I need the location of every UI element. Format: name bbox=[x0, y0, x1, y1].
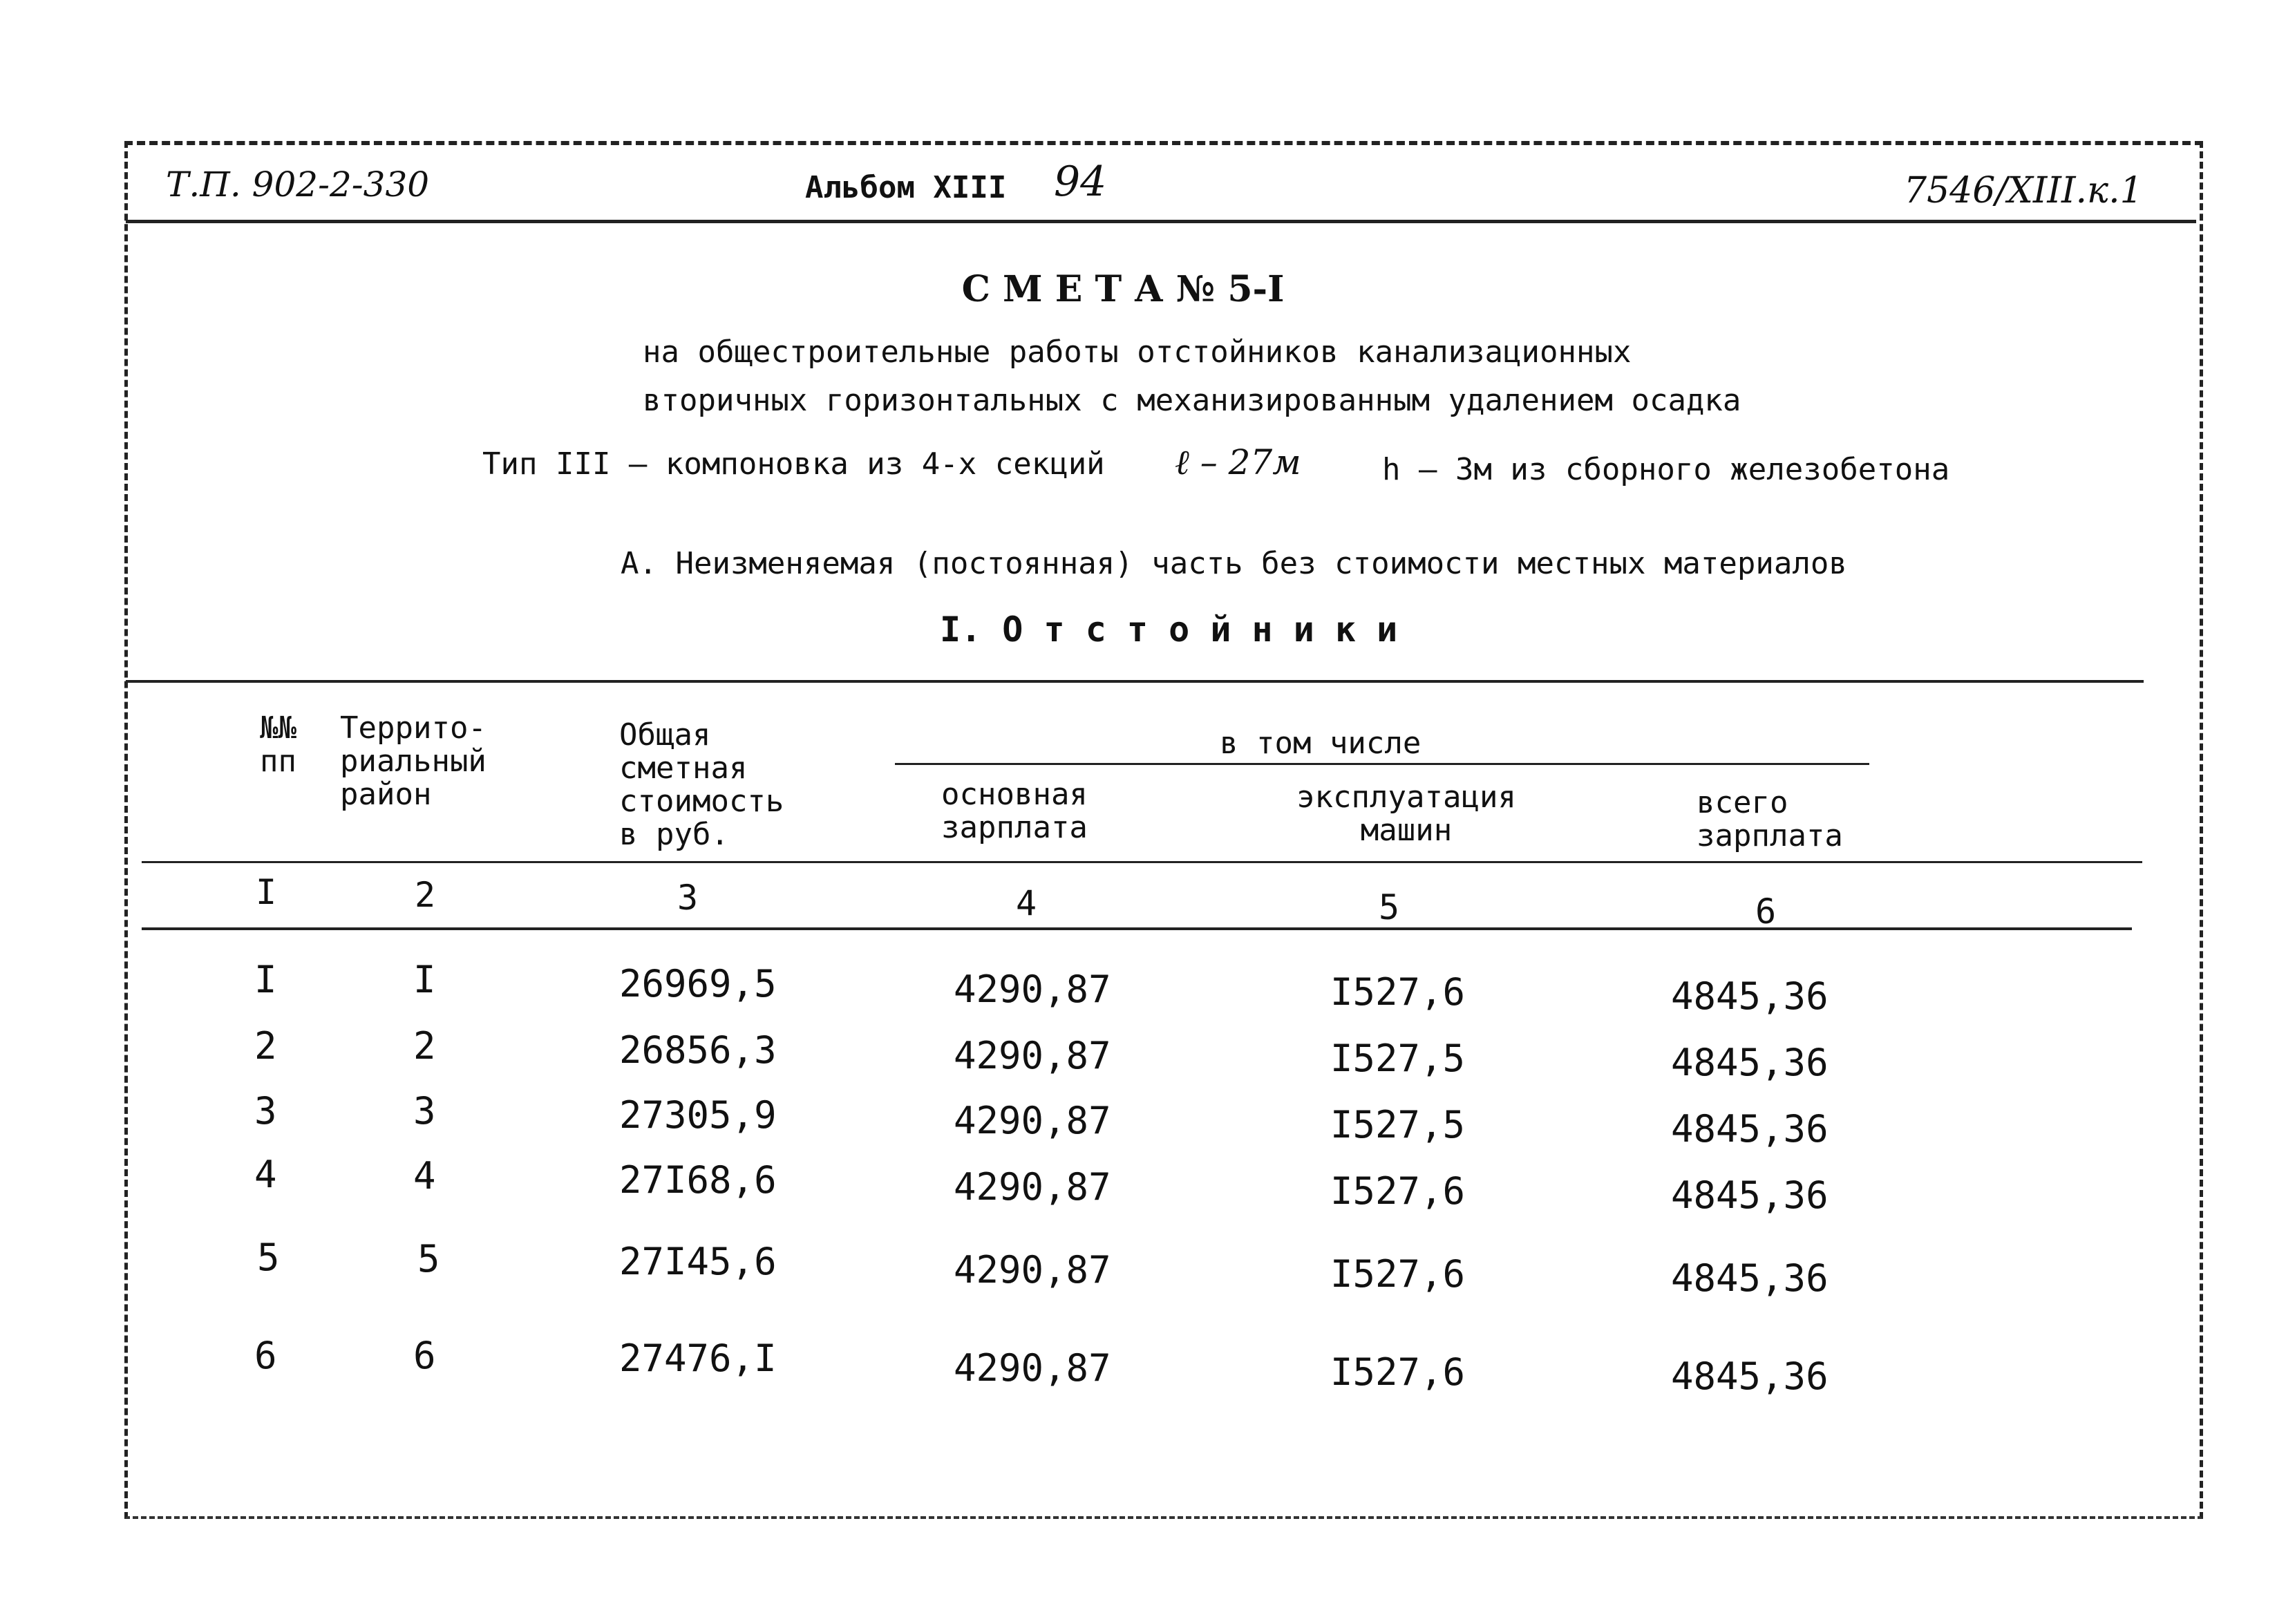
total-salary: 4845,36 bbox=[1671, 1041, 1829, 1084]
header-territorial-line-3: район bbox=[340, 777, 432, 812]
header-total-cost bbox=[619, 719, 784, 851]
base-salary: 4290,87 bbox=[954, 1165, 1111, 1209]
column-number: I bbox=[255, 872, 277, 912]
header-total-cost-line-4: в руб. bbox=[619, 817, 729, 852]
header-bottom-rule bbox=[142, 861, 2142, 863]
album-label: Альбом XIII bbox=[805, 170, 1007, 205]
row-number: 5 bbox=[257, 1236, 280, 1279]
machine-operation: I527,6 bbox=[1330, 970, 1466, 1014]
part-title: А. Неизменяемая (постоянная) часть без стоимости местных материалов bbox=[621, 546, 1847, 581]
header-machine-line-2: машин bbox=[1360, 813, 1453, 848]
column-number: 6 bbox=[1755, 891, 1777, 932]
header-number-line-1: №№ bbox=[260, 710, 296, 746]
header-territorial-line-1: Террито- bbox=[340, 710, 487, 746]
header-total-cost-line-3: стоимость bbox=[619, 784, 784, 819]
title-line-1: на общестроительные работы отстойников канализационных bbox=[643, 334, 1632, 370]
total-salary: 4845,36 bbox=[1671, 1107, 1829, 1151]
total-cost: 27476,I bbox=[619, 1337, 777, 1380]
header-including-group: в том числе bbox=[1220, 726, 1421, 761]
column-number: 5 bbox=[1378, 887, 1400, 927]
title-line-3c: h – 3м из сборного железобетона bbox=[1382, 452, 1950, 487]
total-salary: 4845,36 bbox=[1671, 974, 1829, 1018]
header-total-salary bbox=[1697, 786, 1843, 853]
header-machine-line-1: эксплуатация bbox=[1296, 780, 1516, 815]
row-number: I bbox=[254, 958, 277, 1001]
column-number: 4 bbox=[1015, 883, 1037, 923]
header-divider bbox=[126, 220, 2196, 223]
page-number: 94 bbox=[1054, 158, 1107, 206]
header-base-salary bbox=[941, 778, 1088, 844]
total-salary: 4845,36 bbox=[1671, 1256, 1829, 1300]
inventory-number: 7546/XIII.к.1 bbox=[1904, 170, 2143, 211]
total-cost: 26969,5 bbox=[619, 962, 777, 1005]
district: 5 bbox=[417, 1237, 440, 1281]
machine-operation: I527,6 bbox=[1330, 1252, 1466, 1296]
base-salary: 4290,87 bbox=[954, 1346, 1111, 1390]
row-number: 3 bbox=[254, 1089, 277, 1133]
column-number: 2 bbox=[414, 875, 436, 915]
table-top-rule bbox=[126, 680, 2144, 683]
total-cost: 27I45,6 bbox=[619, 1240, 777, 1283]
district: 4 bbox=[413, 1154, 436, 1198]
machine-operation: I527,6 bbox=[1330, 1350, 1466, 1394]
district: 3 bbox=[413, 1089, 436, 1133]
header-territorial-district bbox=[340, 712, 487, 811]
machine-operation: I527,6 bbox=[1330, 1169, 1466, 1213]
machine-operation: I527,5 bbox=[1330, 1103, 1466, 1146]
title-line-2: вторичных горизонтальных с механизированным удалением осадка bbox=[643, 383, 1741, 418]
row-number: 6 bbox=[254, 1334, 277, 1377]
total-cost: 27I68,6 bbox=[619, 1158, 777, 1202]
title-line-3b: ℓ – 27м bbox=[1175, 442, 1301, 482]
total-salary: 4845,36 bbox=[1671, 1173, 1829, 1217]
header-number-line-2: пп bbox=[260, 744, 296, 779]
group-header-rule bbox=[895, 763, 1869, 765]
base-salary: 4290,87 bbox=[954, 1034, 1111, 1077]
base-salary: 4290,87 bbox=[954, 967, 1111, 1011]
section-title: I. О т с т о й н и к и bbox=[940, 610, 1398, 650]
row-number: 2 bbox=[254, 1024, 277, 1068]
base-salary: 4290,87 bbox=[954, 1248, 1111, 1292]
district: 2 bbox=[413, 1024, 436, 1068]
header-base-salary-line-2: зарплата bbox=[941, 810, 1088, 845]
column-number: 3 bbox=[677, 878, 699, 918]
title-line-3a: Тип III – компоновка из 4-х секций bbox=[482, 446, 1105, 482]
header-base-salary-line-1: основная bbox=[941, 777, 1088, 812]
machine-operation: I527,5 bbox=[1330, 1037, 1466, 1080]
header-total-cost-line-2: сметная bbox=[619, 750, 748, 786]
row-number: 4 bbox=[254, 1153, 277, 1196]
total-salary: 4845,36 bbox=[1671, 1354, 1829, 1398]
header-number bbox=[260, 712, 296, 778]
header-total-cost-line-1: Общая bbox=[619, 717, 711, 753]
total-cost: 27305,9 bbox=[619, 1093, 777, 1137]
document-heading: С М Е Т А № 5-I bbox=[961, 268, 1285, 310]
project-code: Т.П. 902-2-330 bbox=[166, 164, 430, 205]
header-total-salary-line-1: всего bbox=[1697, 785, 1788, 820]
column-numbers-rule bbox=[142, 927, 2132, 930]
header-territorial-line-2: риальный bbox=[340, 744, 487, 779]
base-salary: 4290,87 bbox=[954, 1099, 1111, 1142]
header-total-salary-line-2: зарплата bbox=[1697, 818, 1843, 853]
district: I bbox=[413, 958, 436, 1001]
total-cost: 26856,3 bbox=[619, 1028, 777, 1072]
header-machine-operation bbox=[1296, 781, 1516, 847]
district: 6 bbox=[413, 1334, 436, 1377]
